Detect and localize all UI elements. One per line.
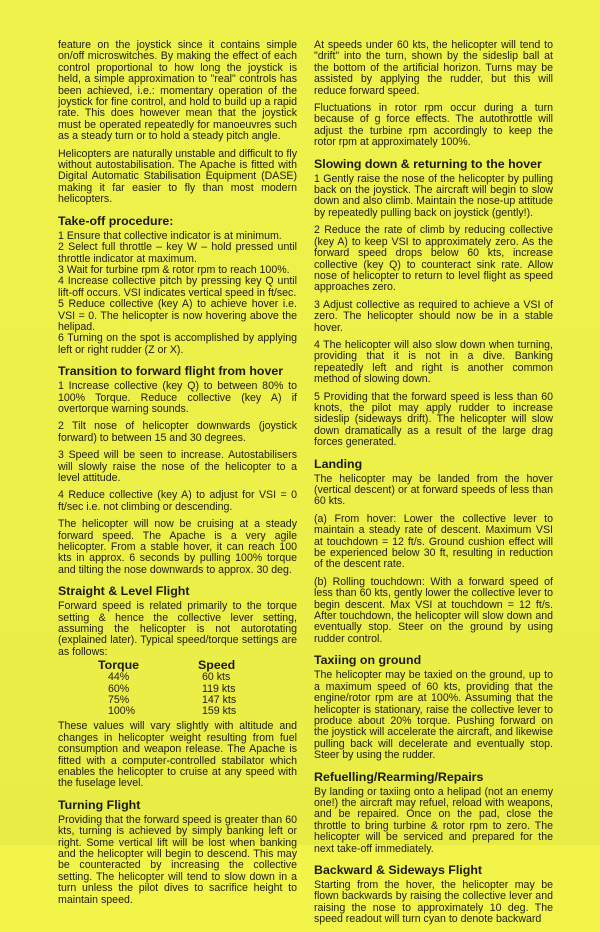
refuel-paragraph: By landing or taxiing onto a helipad (not an enemy one!) the aircraft may refuel, reload with weapons, and be repaired. Once on the pad, close the throttle to bring turbine & rotor rpm to zero. The helicopter will be serviced and prepared for the next take-off immediately. — [314, 785, 553, 855]
left-column — [58, 40, 297, 912]
slowing-paragraph: 1 Gently raise the nose of the helicopter by pulling back on the joystick. The aircraft will begin to slow down and also climb. Maintain the nose-up attitude by repeatedly pulling back on joystick (gently!). — [314, 172, 553, 219]
transition-paragraph: 2 Tilt nose of helicopter downwards (joystick forward) to between 15 and 30 degrees. — [58, 420, 297, 444]
straight-level-heading: Straight & Level Flight — [58, 584, 190, 599]
transition-paragraph: The helicopter will now be cruising at a steady forward speed. The Apache is a very agile helicopter. From a stable hover, it can reach 100 kts in approx. 6 seconds by pulling 100% torque and tilting the nose downwards to approx. 30 deg. — [58, 518, 297, 576]
transition-paragraph: 1 Increase collective (key Q) to between 80% to 100% Torque. Reduce collective (key A) if overtorque warning sounds. — [58, 380, 297, 415]
takeoff-step: 2 Select full throttle – key W – hold pressed until throttle indicator at maximum. — [58, 241, 297, 265]
speed-cell: 147 kts — [202, 693, 237, 706]
taxiing-heading: Taxiing on ground — [314, 653, 422, 668]
torque-cell: 44% — [108, 671, 130, 684]
takeoff-step: 6 Turning on the spot is accomplished by applying left or right rudder (Z or X). — [58, 332, 297, 356]
straight-level-paragraph: These values will vary slightly with altitude and changes in helicopter weight resulting from fuel consumption and weapon release. The Apache is fitted with a computer-controlled stabilator which enables the helicopter to cruise at any speed with the fuselage level. — [58, 720, 297, 790]
speed-cell: 119 kts — [202, 682, 236, 695]
turning-heading: Turning Flight — [58, 797, 141, 812]
turning-paragraph: Providing that the forward speed is greater than 60 kts, turning is achieved by simply banking left or right. Some vertical lift will be lost when banking and the helicopter will begin to descend. This may be counteracted by increasing the collective setting. The helicopter will tend to slow down in a turn unless the pilot dives to sacrifice height to maintain speed. — [58, 813, 297, 906]
landing-paragraph: The helicopter may be landed from the hover (vertical descent) or at forward speeds of less than 60 kts. — [314, 472, 553, 508]
turning-paragraph: Fluctuations in rotor rpm occur during a turn because of g force effects. The autothrottle will adjust the turbine rpm accordingly to keep the rotor rpm at approximately 100%. — [314, 102, 553, 149]
landing-heading: Landing — [314, 456, 363, 471]
transition-heading: Transition to forward flight from hover — [58, 364, 284, 379]
landing-paragraph: (b) Rolling touchdown: With a forward speed of less than 60 kts, gently lower the collective lever to begin descent. Max VSI at touchdown = 12 ft/s. After touchdown, the helicopter will slow down and eventually stop. Steer on the ground by using rudder control. — [314, 575, 553, 645]
takeoff-heading: Take-off procedure: — [58, 213, 174, 228]
torque-cell: 100% — [108, 705, 136, 718]
intro-paragraph: feature on the joystick since it contains simple on/off microswitches. By making the effect of each control proportional to how long the joystick is held, a simple approximation to "real" controls has been achieved, i.e.: momentary operation of the joystick for fine control, and hold to build up a rapid rate. This does however mean that the joystick must be operated repeatedly for manoeuvres such as a steady turn or to hold a steady pitch angle. — [58, 39, 297, 143]
torque-speed-table — [98, 660, 236, 717]
speed-cell: 159 kts — [202, 705, 237, 718]
speed-cell: 60 kts — [202, 671, 231, 684]
slowing-heading: Slowing down & returning to the hover — [314, 156, 542, 171]
torque-column-header: Torque — [98, 658, 140, 673]
torque-cell: 60% — [108, 682, 130, 695]
takeoff-step: 1 Ensure that collective indicator is at minimum. — [58, 229, 282, 242]
transition-paragraph: 4 Reduce collective (key A) to adjust for VSI = 0 ft/sec i.e. not climbing or descending. — [58, 489, 297, 513]
slowing-paragraph: 2 Reduce the rate of climb by reducing collective (key A) to keep VSI to approximately zero. As the forward speed drops below 60 kts, increase collective (key Q) to counteract sink rate. Allow nose of helicopter to return to level flight as speed approaches zero. — [314, 224, 553, 294]
backward-heading: Backward & Sideways Flight — [314, 862, 483, 877]
slowing-paragraph: 4 The helicopter will also slow down when turning, providing that it is not in a dive. Banking repeatedly left and right is another common method of slowing down. — [314, 338, 553, 386]
speed-column-header: Speed — [198, 658, 236, 673]
slowing-paragraph: 3 Adjust collective as required to achieve a VSI of zero. The helicopter should now be in a stable hover. — [314, 298, 553, 334]
straight-level-paragraph: Forward speed is related primarily to the torque setting & hence the collective lever setting, assuming the helicopter is not autorotating (explained later). Typical speed/torque settings are as follows: — [58, 600, 297, 658]
taxiing-paragraph: The helicopter may be taxied on the ground, up to a maximum speed of 60 kts, providing that the engine/rotor rpm are at 100%. Assuming that the helicopter is stationary, raise the collective lever to produce about 20% torque. Pushing forward on the joystick will accelerate the aircraft, and likewise pulling back will decelerate and eventually stop. Steer by using the rudder. — [314, 669, 553, 762]
torque-cell: 75% — [108, 693, 130, 706]
slowing-paragraph: 5 Providing that the forward speed is less than 60 knots, the pilot may apply rudder to increase sideslip (sideways drift). The helicopter will slow down dramatically as a result of the large drag forces generated. — [314, 390, 553, 449]
takeoff-step: 5 Reduce collective (key A) to achieve hover i.e. VSI = 0. The helicopter is now hovering above the helipad. — [58, 298, 297, 333]
intro-paragraph: Helicopters are naturally unstable and difficult to fly without autostabilisation. The Apache is fitted with Digital Automatic Stabilisation Equipment (DASE) making it far easier to fly than most modern helicopters. — [58, 147, 297, 206]
transition-paragraph: 3 Speed will be seen to increase. Autostabilisers will slowly raise the nose of the helicopter to a level attitude. — [58, 449, 297, 484]
backward-paragraph: Starting from the hover, the helicopter may be flown backwards by raising the collective lever and raising the nose to approximately 10 deg. The speed readout will turn cyan to denote backward — [314, 878, 553, 926]
takeoff-step: 4 Increase collective pitch by pressing key Q until lift-off occurs. VSI indicates vertical speed in ft/sec. — [58, 275, 297, 299]
table-row — [98, 672, 236, 683]
landing-paragraph: (a) From hover: Lower the collective lever to maintain a steady rate of descent. Maximum VSI at touchdown = 12 ft/s. Ground cushion effect will be experienced below 30 ft, resulting in reduction of the descent rate. — [314, 512, 553, 571]
takeoff-step: 3 Wait for turbine rpm & rotor rpm to reach 100%. — [58, 263, 290, 276]
refuel-heading: Refuelling/Rearming/Repairs — [314, 769, 484, 784]
table-row — [98, 706, 236, 717]
right-column — [314, 40, 553, 932]
turning-paragraph: At speeds under 60 kts, the helicopter will tend to "drift" into the turn, shown by the sideslip ball at the bottom of the artificial horizon. Turns may be assisted by applying the rudder, but this will reduce forward speed. — [314, 39, 553, 97]
